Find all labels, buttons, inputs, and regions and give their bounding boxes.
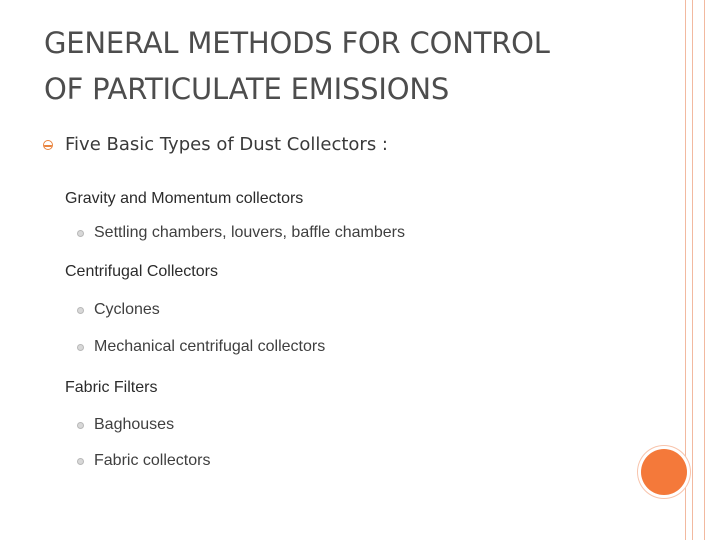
category-centrifugal: Centrifugal Collectors [65,263,218,280]
main-point: Five Basic Types of Dust Collectors : [65,134,388,155]
dot-bullet-icon [77,458,84,465]
slide-title [44,20,664,112]
list-item: Cyclones [94,301,160,318]
category-fabric-filters: Fabric Filters [65,379,158,396]
dot-bullet-icon [77,344,84,351]
decorative-frame-line [685,0,686,540]
list-item: Baghouses [94,416,175,433]
list-item: Mechanical centrifugal collectors [94,338,326,355]
accent-circle-decoration [641,449,687,495]
dot-bullet-icon [77,422,84,429]
slide-title-line-2: OF PARTICULATE EMISSIONS [44,72,450,106]
decorative-frame-line [692,0,693,540]
list-item: Settling chambers, louvers, baffle chambers [94,224,405,241]
dot-bullet-icon [77,230,84,237]
category-gravity-momentum: Gravity and Momentum collectors [65,190,304,207]
dot-bullet-icon [77,307,84,314]
decorative-frame-line [704,0,705,540]
list-item: Fabric collectors [94,452,211,469]
ring-bullet-icon [43,140,53,150]
slide-title-line-1: GENERAL METHODS FOR CONTROL [44,26,550,60]
